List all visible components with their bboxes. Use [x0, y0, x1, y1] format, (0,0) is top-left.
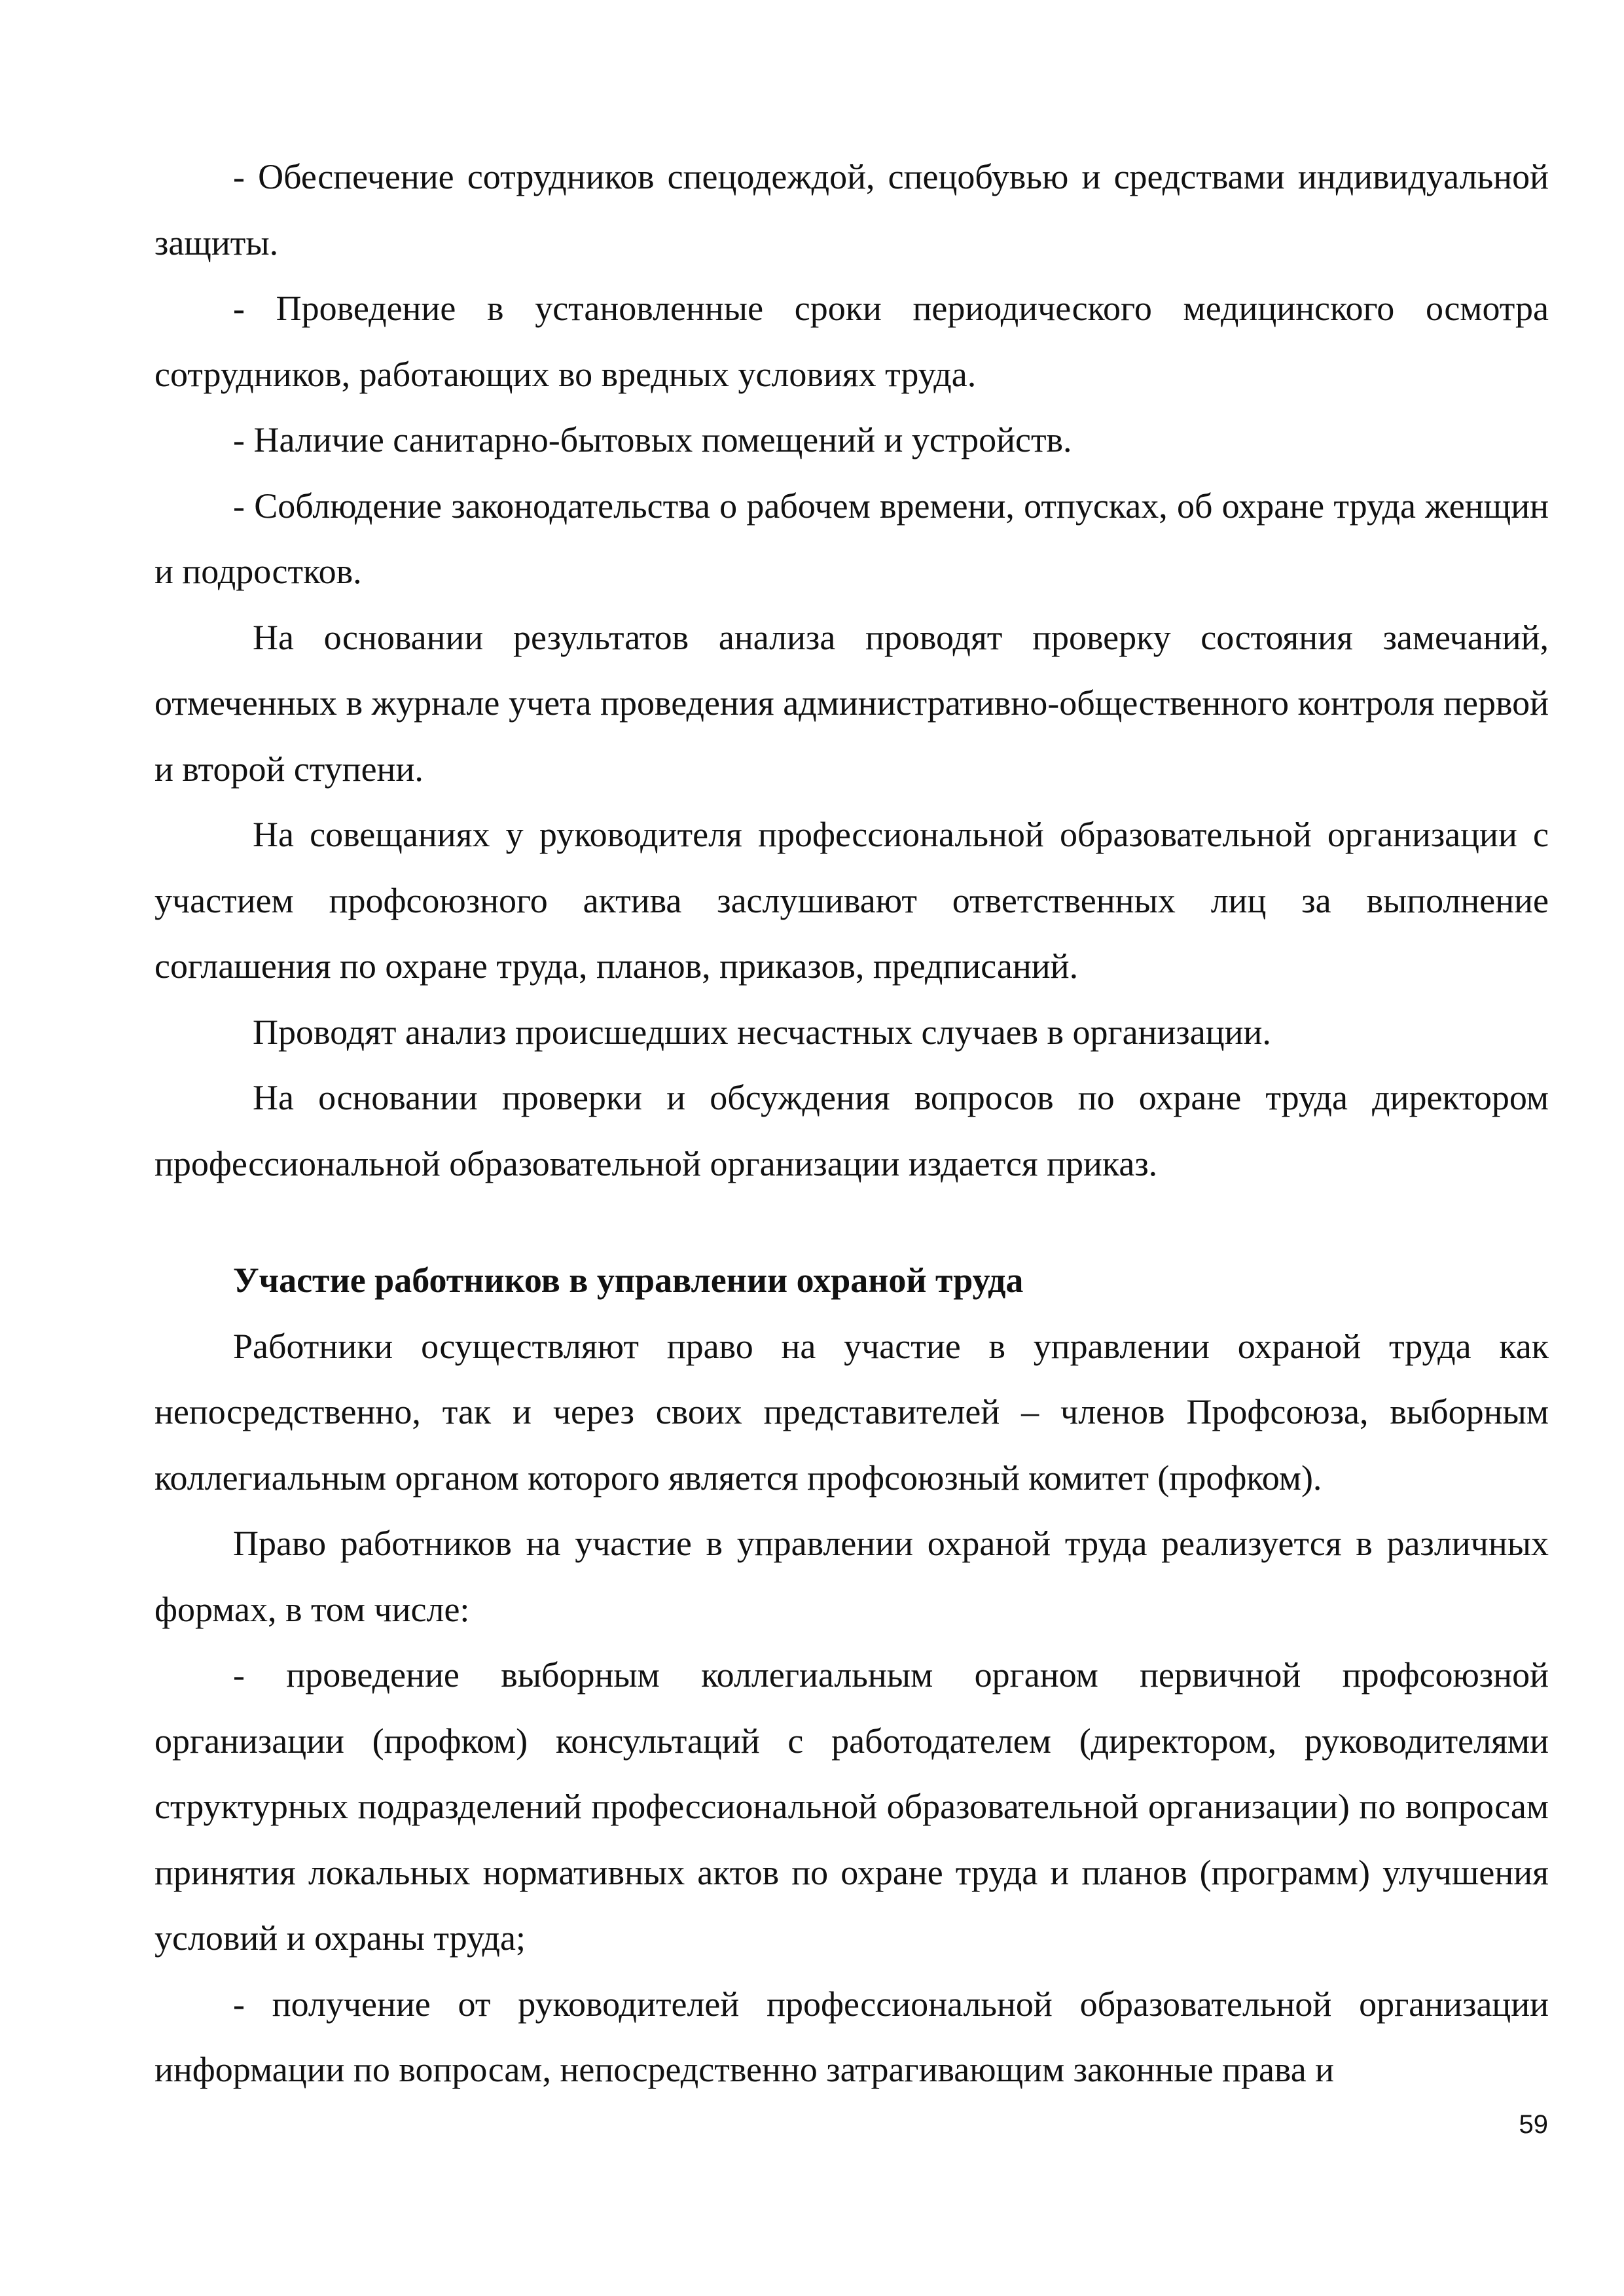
paragraph-accident-analysis: Проводят анализ происшедших несчастных случаев в организации.: [253, 1012, 1271, 1052]
list-item-medical-exam: - Проведение в установленные сроки периодического медицинского осмотра сотрудников, работающих во вредных условиях труда.: [154, 289, 1549, 394]
list-item-ppe: - Обеспечение сотрудников спецодеждой, спецобувью и средствами индивидуальной защиты.: [154, 157, 1549, 262]
list-item-legislation-compliance: - Соблюдение законодательства о рабочем времени, отпусках, об охране труда женщин и подростков.: [154, 486, 1549, 591]
paragraph-order: На основании проверки и обсуждения вопросов по охране труда директором профессиональной образовательной организации издается приказ.: [154, 1078, 1549, 1183]
list-item-sanitary-facilities: - Наличие санитарно-бытовых помещений и устройств.: [233, 420, 1072, 459]
section-heading: Участие работников в управлении охраной труда: [233, 1261, 1024, 1300]
list-item-consultations: - проведение выборным коллегиальным органом первичной профсоюзной организации (профком) консультаций с работодателем (директором, руководителями структурных подразделений профессиональной образовательной организации) по вопросам принятия локальных нормативных актов по охране труда и планов (программ) улучшения условий и охраны труда;: [154, 1655, 1549, 1958]
page-body: [154, 144, 1549, 2103]
paragraph-forms: Право работников на участие в управлении охраной труда реализуется в различных формах, в том числе:: [154, 1524, 1549, 1629]
list-item-information: - получение от руководителей профессиональной образовательной организации информации по вопросам, непосредственно затрагивающим законные права и: [154, 1984, 1549, 2089]
page-number: 59: [1519, 2110, 1548, 2139]
paragraph-meetings: На совещаниях у руководителя профессиональной образовательной организации с участием профсоюзного актива заслушивают ответственных лиц за выполнение соглашения по охране труда, планов, приказов, предписаний.: [154, 815, 1549, 986]
paragraph-workers-right: Работники осуществляют право на участие в управлении охраной труда как непосредственно, так и через своих представителей – членов Профсоюза, выборным коллегиальным органом которого является профсоюзный комитет (профком).: [154, 1326, 1549, 1498]
paragraph-inspection: На основании результатов анализа проводят проверку состояния замечаний, отмеченных в журнале учета проведения административно-общественного контроля первой и второй ступени.: [154, 617, 1549, 789]
